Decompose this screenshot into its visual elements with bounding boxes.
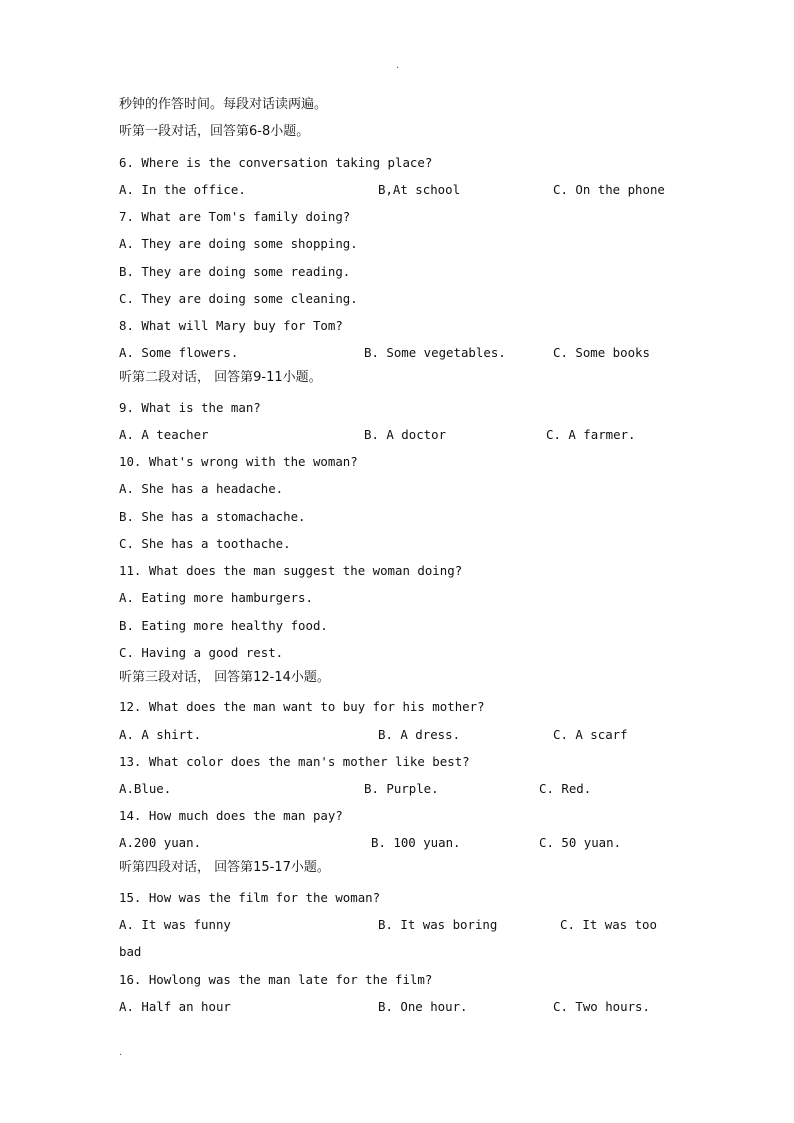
q16-option-b: B. One hour.: [378, 999, 468, 1014]
section-2-heading: 听第二段对话， 回答第9-11小题。: [119, 370, 322, 385]
q15-option-b: B. It was boring: [378, 917, 498, 932]
q12-option-c: C. A scarf: [553, 727, 628, 742]
q15-option-c-continued: bad: [119, 944, 142, 959]
q14-option-b: B. 100 yuan.: [371, 835, 461, 850]
q13-option-c: C. Red.: [539, 781, 592, 796]
q15-option-c: C. It was too: [560, 917, 657, 932]
q12-option-a: A. A shirt.: [119, 727, 202, 742]
q13-option-a: A.Blue.: [119, 781, 172, 796]
q14-option-a: A.200 yuan.: [119, 835, 202, 850]
q6-option-c: C. On the phone: [553, 182, 665, 197]
bottom-mark: .: [119, 1047, 123, 1058]
question-16: 16. Howlong was the man late for the film?: [119, 972, 433, 987]
question-9: 9. What is the man?: [119, 400, 261, 415]
q12-option-b: B. A dress.: [378, 727, 461, 742]
q13-option-b: B. Purple.: [364, 781, 439, 796]
q16-option-c: C. Two hours.: [553, 999, 650, 1014]
question-13: 13. What color does the man's mother like best?: [119, 754, 470, 769]
q14-option-c: C. 50 yuan.: [539, 835, 622, 850]
q10-option-b: B. She has a stomachache.: [119, 509, 306, 524]
question-8: 8. What will Mary buy for Tom?: [119, 318, 343, 333]
question-11: 11. What does the man suggest the woman doing?: [119, 563, 463, 578]
q10-option-c: C. She has a toothache.: [119, 536, 291, 551]
q6-option-a: A. In the office.: [119, 182, 246, 197]
q11-option-c: C. Having a good rest.: [119, 645, 284, 660]
q16-option-a: A. Half an hour: [119, 999, 231, 1014]
q9-option-c: C. A farmer.: [546, 427, 636, 442]
question-10: 10. What's wrong with the woman?: [119, 454, 358, 469]
section-4-heading: 听第四段对话， 回答第15-17小题。: [119, 860, 330, 875]
section-1-heading: 听第一段对话，回答第6-8小题。: [119, 124, 310, 139]
q8-option-a: A. Some flowers.: [119, 345, 239, 360]
top-mark: .: [396, 60, 400, 71]
q15-option-a: A. It was funny: [119, 917, 231, 932]
q11-option-b: B. Eating more healthy food.: [119, 618, 328, 633]
q8-option-c: C. Some books: [553, 345, 650, 360]
section-3-heading: 听第三段对话， 回答第12-14小题。: [119, 670, 330, 685]
question-15: 15. How was the film for the woman?: [119, 890, 381, 905]
question-14: 14. How much does the man pay?: [119, 808, 343, 823]
q7-option-a: A. They are doing some shopping.: [119, 236, 358, 251]
question-7: 7. What are Tom's family doing?: [119, 209, 351, 224]
q7-option-c: C. They are doing some cleaning.: [119, 291, 358, 306]
q11-option-a: A. Eating more hamburgers.: [119, 590, 313, 605]
q6-option-b: B,At school: [378, 182, 461, 197]
q8-option-b: B. Some vegetables.: [364, 345, 506, 360]
q10-option-a: A. She has a headache.: [119, 481, 284, 496]
q7-option-b: B. They are doing some reading.: [119, 264, 351, 279]
question-12: 12. What does the man want to buy for his mother?: [119, 699, 485, 714]
q9-option-b: B. A doctor: [364, 427, 447, 442]
intro-line: 秒钟的作答时间。每段对话读两遍。: [119, 97, 328, 112]
question-6: 6. Where is the conversation taking place?: [119, 155, 433, 170]
q9-option-a: A. A teacher: [119, 427, 209, 442]
